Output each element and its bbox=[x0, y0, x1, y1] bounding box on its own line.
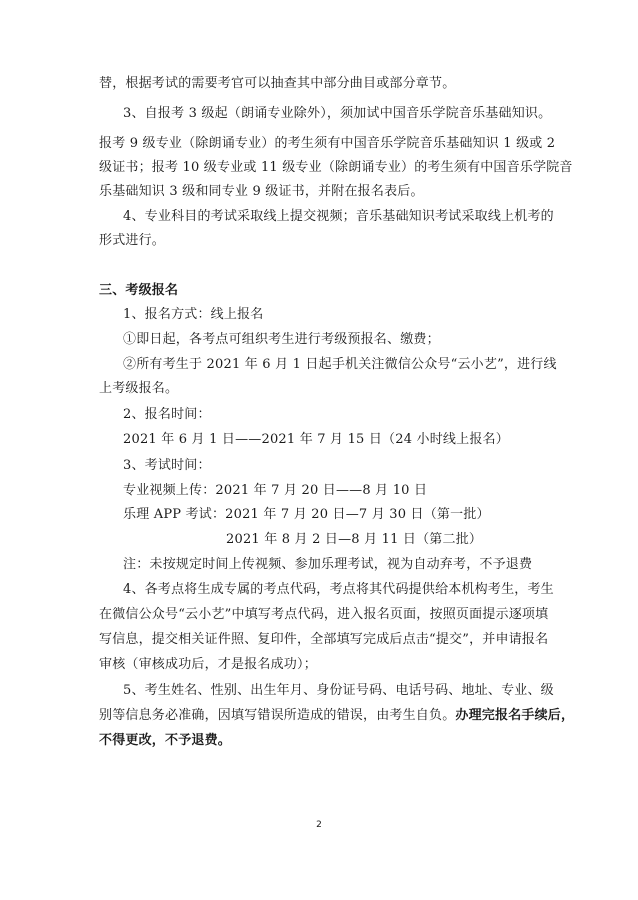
list-item: 2021 年 6 月 1 日——2021 年 7 月 15 日（24 小时线上报名） bbox=[123, 432, 509, 447]
list-item: 5、考生姓名、性别、出生年月、身份证号码、电话号码、地址、专业、级 bbox=[123, 683, 554, 698]
list-item: ①即日起，各考点可组织考生进行考级预报名、缴费； bbox=[123, 332, 440, 347]
list-item: 2021 年 8 月 2 日—8 月 11 日（第二批） bbox=[226, 532, 483, 547]
list-item: 乐理 APP 考试：2021 年 7 月 20 日—7 月 30 日（第一批） bbox=[123, 507, 490, 522]
list-item: 3、考试时间： bbox=[123, 458, 211, 473]
list-item: ②所有考生于 2021 年 6 月 1 日起手机关注微信公众号“云小艺”，进行线 bbox=[123, 357, 557, 372]
paragraph-line: 报考 9 级专业（除朗诵专业）的考生须有中国音乐学院音乐基础知识 1 级或 2 bbox=[99, 136, 556, 151]
list-item: 2、报名时间： bbox=[123, 407, 211, 422]
paragraph-line: 形式进行。 bbox=[99, 233, 166, 248]
emphasis-text: 办理完报名手续后， bbox=[455, 708, 575, 723]
paragraph-line: 4、专业科目的考试采取线上提交视频；音乐基础知识考试采取线上机考的 bbox=[123, 209, 554, 224]
list-item: 审核（审核成功后，才是报名成功）； bbox=[99, 657, 317, 672]
note-line: 注：未按规定时间上传视频、参加乐理考试，视为自动弃考，不予退费 bbox=[123, 557, 533, 572]
list-item: 1、报名方式：线上报名 bbox=[123, 307, 264, 322]
list-item: 上考级报名。 bbox=[99, 381, 179, 396]
list-item: 在微信公众号“云小艺”中填写考点代码，进入报名页面，按照页面提示逐项填 bbox=[99, 607, 549, 622]
paragraph-line: 替，根据考试的需要考官可以抽查其中部分曲目或部分章节。 bbox=[99, 76, 456, 91]
section-heading: 三、考级报名 bbox=[99, 283, 179, 298]
paragraph-line: 级证书；报考 10 级专业或 11 级专业（除朗诵专业）的考生须有中国音乐学院音 bbox=[99, 160, 573, 175]
list-item bbox=[99, 706, 574, 726]
list-item: 专业视频上传：2021 年 7 月 20 日——8 月 10 日 bbox=[123, 483, 428, 498]
paragraph-line: 3、自报考 3 级起（朗诵专业除外），须加试中国音乐学院音乐基础知识。 bbox=[123, 106, 552, 121]
emphasis-text: 不得更改，不予退费。 bbox=[99, 733, 232, 748]
list-item-text: 别等信息务必准确，因填写错误所造成的错误，由考生自负。 bbox=[99, 708, 456, 723]
paragraph-line: 乐基础知识 3 级和同专业 9 级证书，并附在报名表后。 bbox=[99, 184, 424, 199]
list-item: 4、各考点将生成专属的考点代码，考点将其代码提供给本机构考生，考生 bbox=[123, 582, 554, 597]
list-item: 写信息，提交相关证件照、复印件，全部填写完成后点击“提交”，并申请报名 bbox=[99, 632, 549, 647]
page-number: 2 bbox=[316, 820, 322, 830]
